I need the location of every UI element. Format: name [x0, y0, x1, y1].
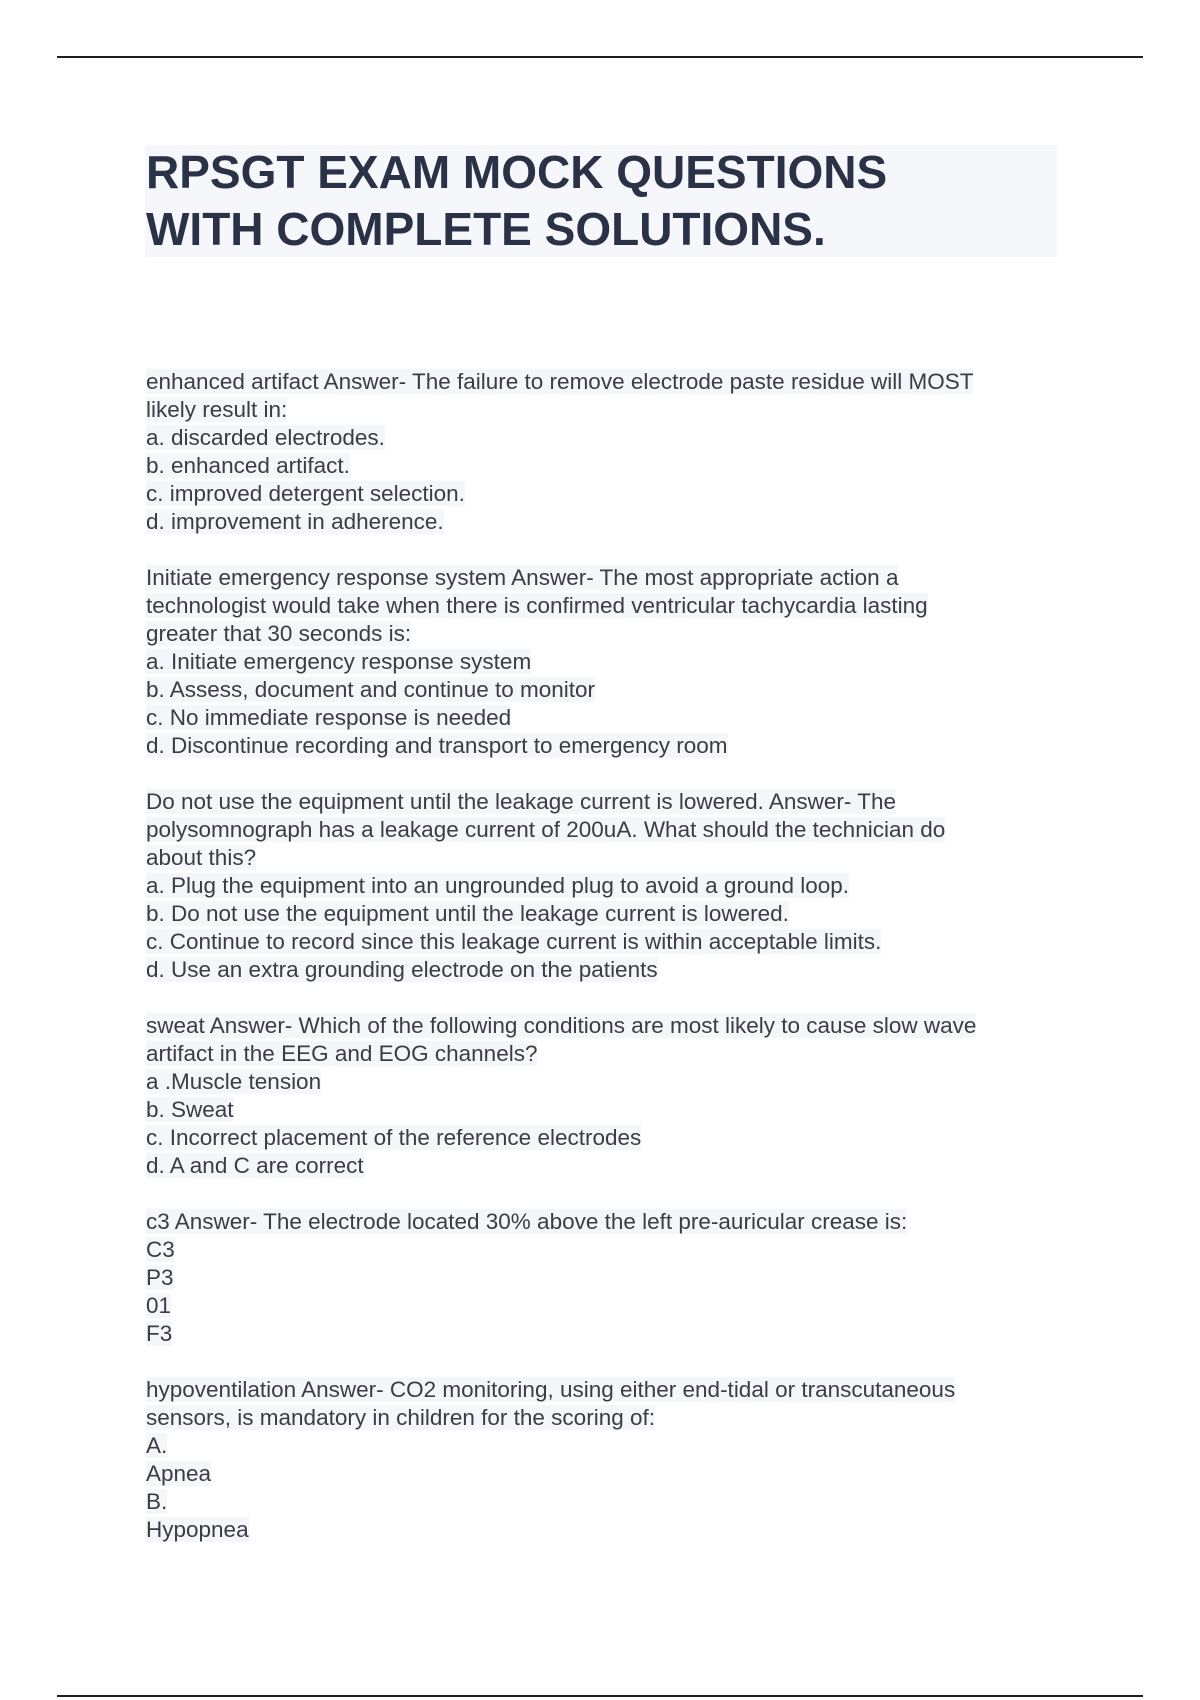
question-text-line — [146, 1068, 1066, 1096]
line-text: B. — [146, 1489, 168, 1514]
line-text: Initiate emergency response system Answer- The most appropriate action a — [146, 565, 899, 590]
line-text: about this? — [146, 845, 257, 870]
question-list — [146, 368, 1066, 1572]
question-text-line — [146, 1096, 1066, 1124]
question-text-line — [146, 1432, 1066, 1460]
question-text-line — [146, 1488, 1066, 1516]
line-text: A. — [146, 1433, 168, 1458]
line-text: sensors, is mandatory in children for the scoring of: — [146, 1405, 655, 1430]
line-text: Hypopnea — [146, 1517, 249, 1542]
question-text-line — [146, 1404, 1066, 1432]
page-title-line-1: RPSGT EXAM MOCK QUESTIONS — [146, 146, 888, 198]
question-text-line — [146, 1320, 1066, 1348]
line-text: c. improved detergent selection. — [146, 481, 465, 506]
question-answer-line — [146, 1376, 1066, 1404]
question-text-line — [146, 732, 1066, 760]
line-text: b. Sweat — [146, 1097, 234, 1122]
question-text-line — [146, 1264, 1066, 1292]
question-text-line — [146, 1292, 1066, 1320]
question-answer-line — [146, 564, 1066, 592]
question-text-line — [146, 1460, 1066, 1488]
line-text: c. Continue to record since this leakage current is within acceptable limits. — [146, 929, 882, 954]
line-text: c. Incorrect placement of the reference electrodes — [146, 1125, 642, 1150]
line-text: d. improvement in adherence. — [146, 509, 444, 534]
question-block — [146, 1208, 1066, 1348]
line-text: a .Muscle tension — [146, 1069, 322, 1094]
line-text: b. Assess, document and continue to monitor — [146, 677, 596, 702]
question-block — [146, 1012, 1066, 1180]
line-text: d. Use an extra grounding electrode on the patients — [146, 957, 658, 982]
question-text-line — [146, 1040, 1066, 1068]
line-text: c. No immediate response is needed — [146, 705, 512, 730]
question-block — [146, 564, 1066, 760]
question-text-line — [146, 396, 1066, 424]
line-text: greater that 30 seconds is: — [146, 621, 412, 646]
question-answer-line — [146, 1012, 1066, 1040]
line-text: Apnea — [146, 1461, 212, 1486]
line-text: d. Discontinue recording and transport to emergency room — [146, 733, 728, 758]
question-text-line — [146, 1124, 1066, 1152]
line-text: sweat Answer- Which of the following conditions are most likely to cause slow wave — [146, 1013, 977, 1038]
question-text-line — [146, 676, 1066, 704]
question-text-line — [146, 508, 1066, 536]
line-text: a. Plug the equipment into an ungrounded plug to avoid a ground loop. — [146, 873, 850, 898]
question-text-line — [146, 620, 1066, 648]
line-text: c3 Answer- The electrode located 30% above the left pre-auricular crease is: — [146, 1209, 908, 1234]
line-text: d. A and C are correct — [146, 1153, 364, 1178]
question-block — [146, 1376, 1066, 1544]
line-text: P3 — [146, 1265, 174, 1290]
question-answer-line — [146, 368, 1066, 396]
line-text: 01 — [146, 1293, 172, 1318]
line-text: technologist would take when there is confirmed ventricular tachycardia lasting — [146, 593, 928, 618]
question-text-line — [146, 452, 1066, 480]
page-title-line-2: WITH COMPLETE SOLUTIONS. — [146, 203, 826, 255]
line-text: polysomnograph has a leakage current of 200uA. What should the technician do — [146, 817, 946, 842]
line-text: Do not use the equipment until the leakage current is lowered. Answer- The — [146, 789, 897, 814]
top-rule — [57, 56, 1143, 58]
question-answer-line — [146, 788, 1066, 816]
line-text: enhanced artifact Answer- The failure to remove electrode paste residue will MOST — [146, 369, 974, 394]
question-text-line — [146, 704, 1066, 732]
question-text-line — [146, 844, 1066, 872]
bottom-rule — [57, 1695, 1143, 1697]
line-text: a. discarded electrodes. — [146, 425, 385, 450]
question-text-line — [146, 900, 1066, 928]
line-text: b. Do not use the equipment until the leakage current is lowered. — [146, 901, 789, 926]
line-text: likely result in: — [146, 397, 288, 422]
question-text-line — [146, 592, 1066, 620]
question-block — [146, 788, 1066, 984]
line-text: b. enhanced artifact. — [146, 453, 350, 478]
question-text-line — [146, 928, 1066, 956]
question-text-line — [146, 956, 1066, 984]
line-text: C3 — [146, 1237, 175, 1262]
question-text-line — [146, 1236, 1066, 1264]
question-block — [146, 368, 1066, 536]
question-text-line — [146, 1152, 1066, 1180]
line-text: artifact in the EEG and EOG channels? — [146, 1041, 538, 1066]
question-text-line — [146, 816, 1066, 844]
question-text-line — [146, 648, 1066, 676]
line-text: F3 — [146, 1321, 173, 1346]
question-text-line — [146, 1516, 1066, 1544]
line-text: a. Initiate emergency response system — [146, 649, 532, 674]
question-text-line — [146, 872, 1066, 900]
question-text-line — [146, 424, 1066, 452]
question-answer-line — [146, 1208, 1066, 1236]
question-text-line — [146, 480, 1066, 508]
line-text: hypoventilation Answer- CO2 monitoring, using either end-tidal or transcutaneous — [146, 1377, 956, 1402]
